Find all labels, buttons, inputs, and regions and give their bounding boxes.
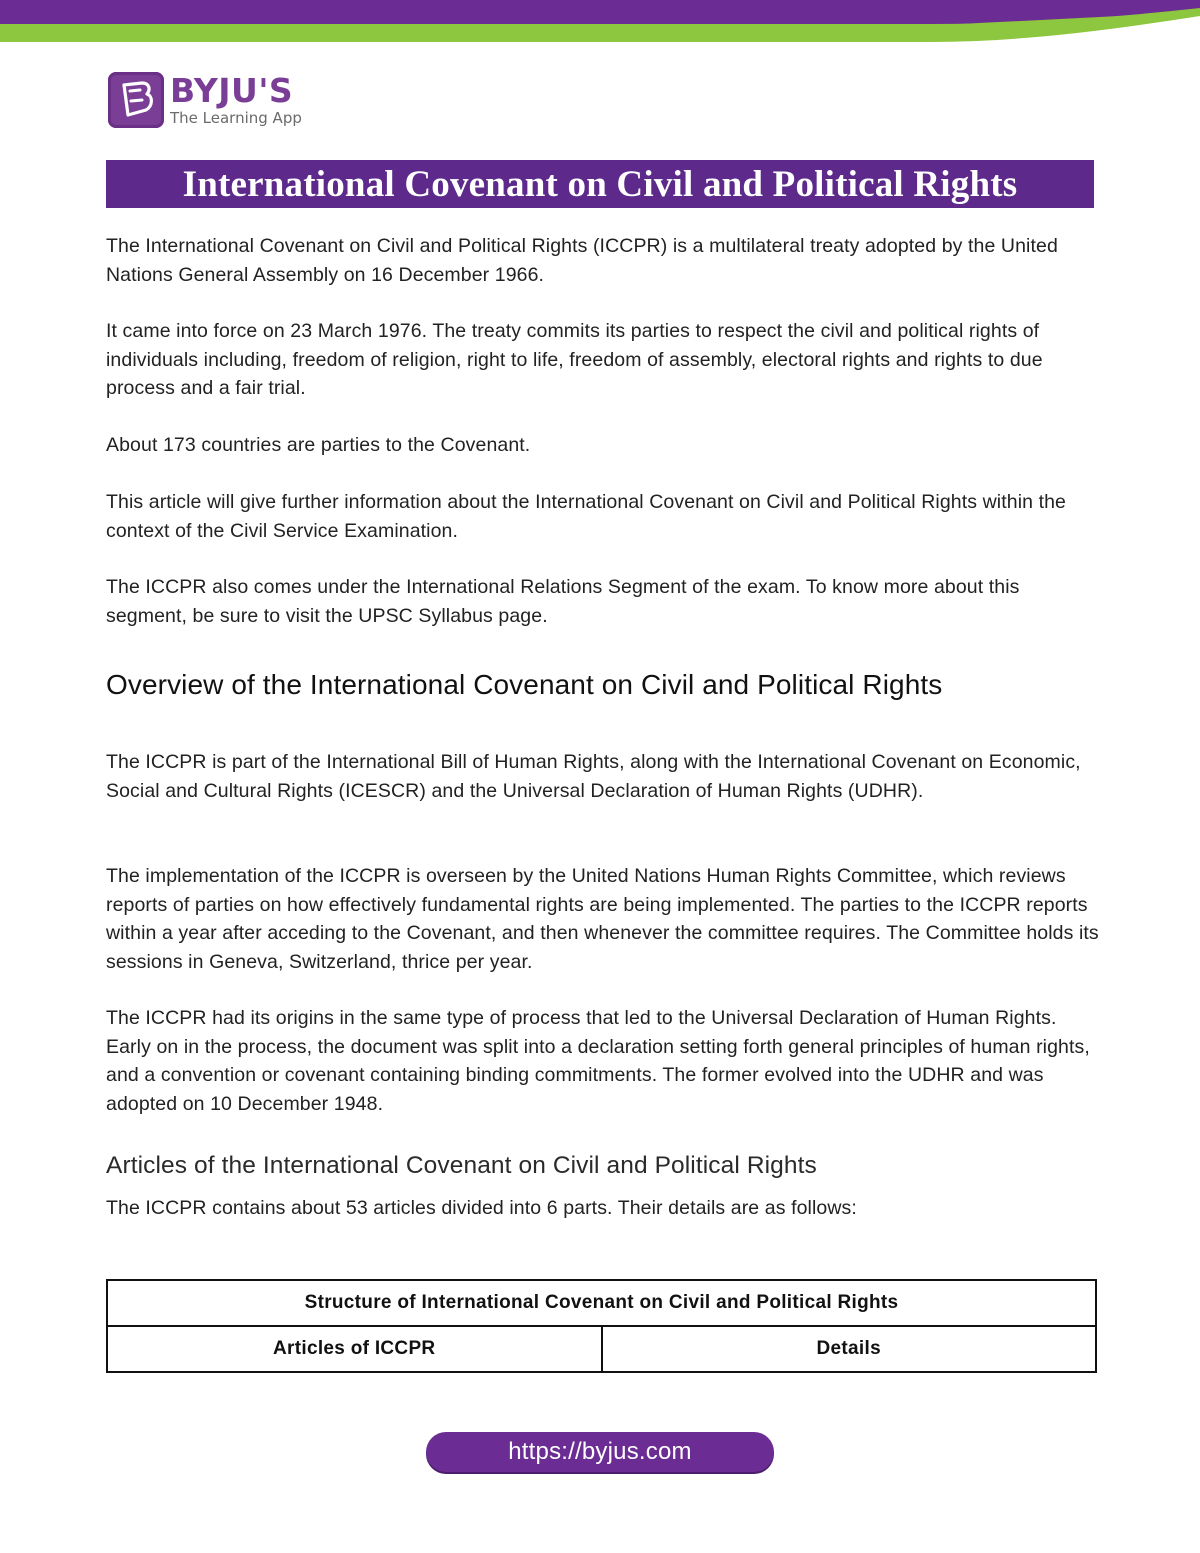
footer-url-link[interactable] [426,1432,774,1472]
overview-paragraph-2: The implementation of the ICCPR is overseen by the United Nations Human Rights Committee, which reviews reports of parties on how effectively fundamental rights are being implemented. The parties to the ICCPR reports within a year after acceding to the Covenant, and then whenever the committee requires. The Committee holds its sessions in Geneva, Switzerland, thrice per year. [106,865,1099,973]
table-caption-row [107,1280,1096,1326]
header-decorative-band [0,0,1200,46]
footer-url-text: https://byjus.com [508,1438,692,1465]
brand-logo[interactable] [108,72,302,128]
table-header-row [107,1326,1096,1372]
column-header-details: Details [602,1326,1097,1372]
title-banner [106,160,1094,208]
table-caption: Structure of International Covenant on Civil and Political Rights [107,1280,1096,1326]
page-title: International Covenant on Civil and Political Rights [182,163,1018,205]
articles-paragraph-1: The ICCPR contains about 53 articles divided into 6 parts. Their details are as follows: [106,1197,857,1219]
intro-paragraph-1: The International Covenant on Civil and Political Rights (ICCPR) is a multilateral treaty adopted by the United Nations General Assembly on 16 December 1966. [106,235,1058,286]
overview-paragraph-1: The ICCPR is part of the International Bill of Human Rights, along with the International Covenant on Economic, Social and Cultural Rights (ICESCR) and the Universal Declaration of Human Rights (UDHR). [106,751,1081,802]
intro-paragraph-4: This article will give further information about the International Covenant on Civil and Political Rights within the context of the Civil Service Examination. [106,491,1066,542]
overview-paragraph-3: The ICCPR had its origins in the same type of process that led to the Universal Declaration of Human Rights. Early on in the process, the document was split into a declaration setting forth general principles of human rights, and a convention or covenant containing binding commitments. The former evolved into the UDHR and was adopted on 10 December 1948. [106,1007,1090,1115]
byjus-logo-icon [108,72,164,128]
column-header-articles: Articles of ICCPR [107,1326,602,1372]
intro-paragraph-2: It came into force on 23 March 1976. The treaty commits its parties to respect the civil and political rights of individuals including, freedom of religion, right to life, freedom of assembly, electoral rights and rights to due process and a fair trial. [106,320,1043,400]
brand-name: BYJU'S [170,71,294,110]
intro-paragraph-3: About 173 countries are parties to the Covenant. [106,434,531,456]
articles-heading: Articles of the International Covenant on Civil and Political Rights [106,1152,817,1179]
brand-tagline: The Learning App [170,109,302,127]
intro-paragraph-5: The ICCPR also comes under the International Relations Segment of the exam. To know more about this segment, be sure to visit the UPSC Syllabus page. [106,576,1020,627]
overview-heading: Overview of the International Covenant on Civil and Political Rights [106,669,943,700]
iccpr-structure-table [106,1279,1097,1373]
brand-text [170,71,302,127]
